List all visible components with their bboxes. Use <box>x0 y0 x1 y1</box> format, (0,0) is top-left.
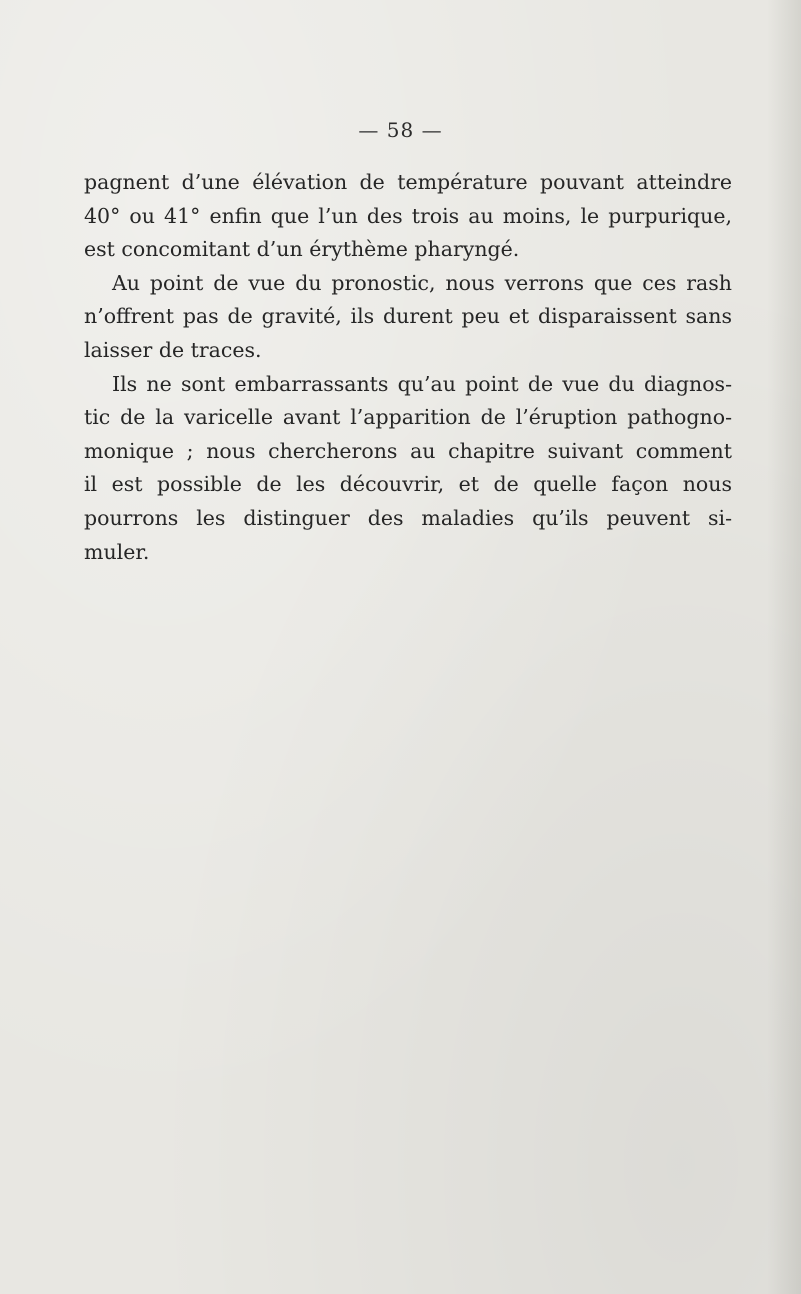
text-line: est concomitant d’un érythème pharyngé. <box>84 237 520 262</box>
text-line: pagnent d’une élévation de température pouvant atteindre <box>84 170 732 194</box>
page-number: — 58 — <box>358 118 443 142</box>
text-line: pourrons les distinguer des maladies qu’ils peuvent si- <box>84 505 732 530</box>
text-line: Au point de vue du pronostic, nous verrons que ces rash <box>112 270 732 295</box>
text-line: muler. <box>84 539 150 564</box>
text-line: monique ; nous chercherons au chapitre suivant comment <box>84 438 732 463</box>
text-line: laisser de traces. <box>84 337 262 362</box>
text-line: tic de la varicelle avant l’apparition de l’éruption pathogno- <box>84 405 732 430</box>
text-line: 40° ou 41° enfin que l’un des trois au moins, le purpurique, <box>84 203 732 228</box>
text-line: n’offrent pas de gravité, ils durent peu et disparaissent sans <box>84 304 732 329</box>
body-text <box>84 166 732 569</box>
page-edge-shadow <box>767 0 801 1294</box>
text-line: il est possible de les découvrir, et de quelle façon nous <box>84 472 732 497</box>
text-line: Ils ne sont embarrassants qu’au point de vue du diagnos- <box>112 371 732 396</box>
